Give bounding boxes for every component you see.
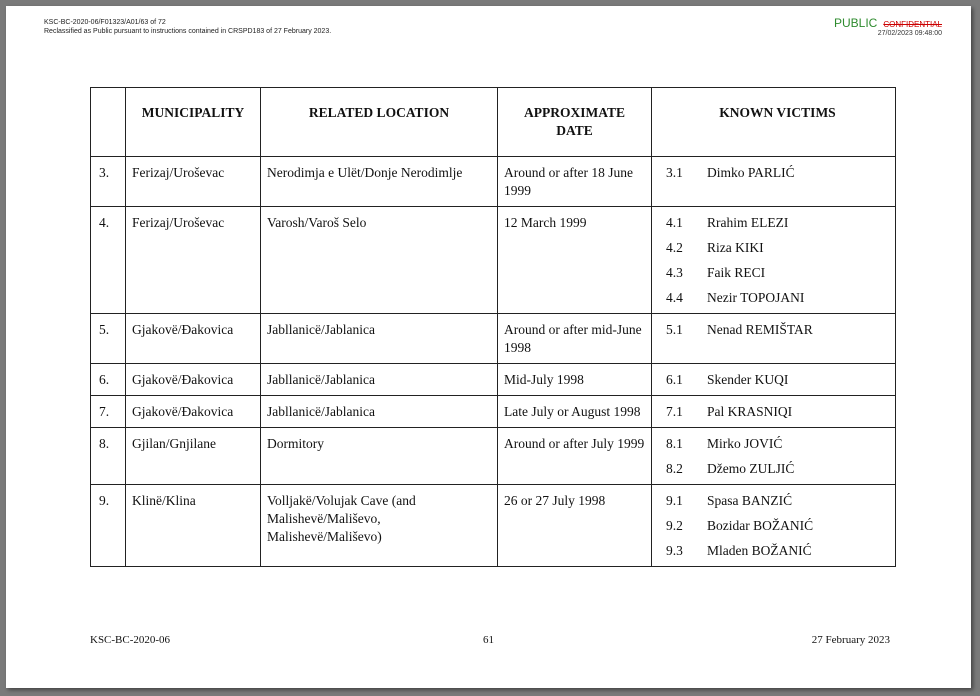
confidential-label: CONFIDENTIAL <box>883 20 942 29</box>
victim-number: 7.1 <box>666 404 683 419</box>
victim-name: Mirko JOVIĆ <box>707 436 783 451</box>
victim-name: Nenad REMIŠTAR <box>707 322 813 337</box>
victim-entry <box>666 321 889 339</box>
victim-name: Rrahim ELEZI <box>707 215 789 230</box>
table-row <box>91 207 896 314</box>
row-victims <box>652 428 896 485</box>
row-number: 9. <box>91 485 126 567</box>
document-page <box>6 6 971 688</box>
victim-name: Pal KRASNIQI <box>707 404 793 419</box>
victim-number: 4.3 <box>666 265 683 280</box>
victims-table <box>90 87 896 567</box>
row-location: Varosh/Varoš Selo <box>261 207 498 314</box>
footer-date: 27 February 2023 <box>811 634 890 646</box>
victim-name: Spasa BANZIĆ <box>707 493 793 508</box>
row-number: 3. <box>91 157 126 207</box>
victim-name: Nezir TOPOJANI <box>707 290 805 305</box>
victim-number: 4.4 <box>666 290 683 305</box>
victim-name: Bozidar BOŽANIĆ <box>707 518 814 533</box>
victim-number: 4.2 <box>666 240 683 255</box>
header-victims: KNOWN VICTIMS <box>652 88 896 157</box>
table-row <box>91 157 896 207</box>
row-date: Around or after mid-June 1998 <box>498 314 652 364</box>
row-number: 4. <box>91 207 126 314</box>
row-location: Dormitory <box>261 428 498 485</box>
row-number: 6. <box>91 364 126 396</box>
victim-entry <box>666 239 889 257</box>
row-victims <box>652 485 896 567</box>
row-location: Jabllanicë/Jablanica <box>261 314 498 364</box>
classification-stamp <box>834 14 942 37</box>
victim-entry <box>666 492 889 510</box>
row-municipality: Ferizaj/Uroševac <box>126 157 261 207</box>
row-location: Volljakë/Volujak Cave (and Malishevë/Mališevo, Malishevë/Mališevo) <box>261 485 498 567</box>
header-date-line2: DATE <box>556 123 593 138</box>
row-municipality: Gjilan/Gnjilane <box>126 428 261 485</box>
victim-number: 6.1 <box>666 372 683 387</box>
row-number: 7. <box>91 396 126 428</box>
row-victims <box>652 314 896 364</box>
victim-number: 8.1 <box>666 436 683 451</box>
victim-name: Faik RECI <box>707 265 766 280</box>
row-municipality: Klinë/Klina <box>126 485 261 567</box>
row-date: Late July or August 1998 <box>498 396 652 428</box>
public-label: PUBLIC <box>833 16 878 30</box>
victim-name: Skender KUQI <box>707 372 789 387</box>
victim-entry <box>666 264 889 282</box>
row-number: 8. <box>91 428 126 485</box>
row-victims <box>652 157 896 207</box>
header-date-line1: APPROXIMATE <box>524 105 625 120</box>
victim-entry <box>666 542 889 560</box>
row-municipality: Gjakovë/Đakovica <box>126 314 261 364</box>
victim-entry <box>666 460 889 478</box>
footer-case-number: KSC-BC-2020-06 <box>90 634 171 646</box>
row-municipality: Gjakovë/Đakovica <box>126 396 261 428</box>
row-location: Nerodimja e Ulët/Donje Nerodimlje <box>261 157 498 207</box>
row-date: Mid-July 1998 <box>498 364 652 396</box>
table-row <box>91 485 896 567</box>
victim-entry <box>666 164 889 182</box>
victim-name: Džemo ZULJIĆ <box>707 461 795 476</box>
header-number <box>91 88 126 157</box>
victim-number: 3.1 <box>666 165 683 180</box>
row-municipality: Gjakovë/Đakovica <box>126 364 261 396</box>
row-municipality: Ferizaj/Uroševac <box>126 207 261 314</box>
stamp-timestamp: 27/02/2023 09:48:00 <box>877 30 942 37</box>
header-location: RELATED LOCATION <box>261 88 498 157</box>
victim-number: 9.2 <box>666 518 683 533</box>
victim-number: 8.2 <box>666 461 683 476</box>
victim-number: 5.1 <box>666 322 683 337</box>
header-municipality: MUNICIPALITY <box>126 88 261 157</box>
victim-number: 9.3 <box>666 543 683 558</box>
victim-entry <box>666 371 889 389</box>
row-date: Around or after July 1999 <box>498 428 652 485</box>
victim-number: 4.1 <box>666 215 683 230</box>
filing-reference: KSC-BC-2020-06/F01323/A01/63 of 72 <box>44 19 166 26</box>
victim-name: Dimko PARLIĆ <box>707 165 795 180</box>
row-number: 5. <box>91 314 126 364</box>
victim-entry <box>666 403 889 421</box>
row-date: 26 or 27 July 1998 <box>498 485 652 567</box>
row-date: 12 March 1999 <box>498 207 652 314</box>
row-date: Around or after 18 June 1999 <box>498 157 652 207</box>
reclassification-note: Reclassified as Public pursuant to instructions contained in CRSPD183 of 27 February 2023. <box>44 28 332 35</box>
header-date <box>498 88 652 157</box>
row-victims <box>652 364 896 396</box>
victim-name: Mladen BOŽANIĆ <box>707 543 812 558</box>
table-row <box>91 364 896 396</box>
victim-entry <box>666 517 889 535</box>
row-victims <box>652 207 896 314</box>
row-location: Jabllanicë/Jablanica <box>261 364 498 396</box>
table-body <box>91 157 896 567</box>
table-header-row <box>91 88 896 157</box>
footer-page-number: 61 <box>483 634 494 646</box>
victim-entry <box>666 214 889 232</box>
header-reference <box>44 18 331 36</box>
victim-name: Riza KIKI <box>707 240 764 255</box>
table-row <box>91 428 896 485</box>
row-victims <box>652 396 896 428</box>
victim-number: 9.1 <box>666 493 683 508</box>
victim-entry <box>666 289 889 307</box>
victim-entry <box>666 435 889 453</box>
table-row <box>91 396 896 428</box>
table-row <box>91 314 896 364</box>
row-location: Jabllanicë/Jablanica <box>261 396 498 428</box>
